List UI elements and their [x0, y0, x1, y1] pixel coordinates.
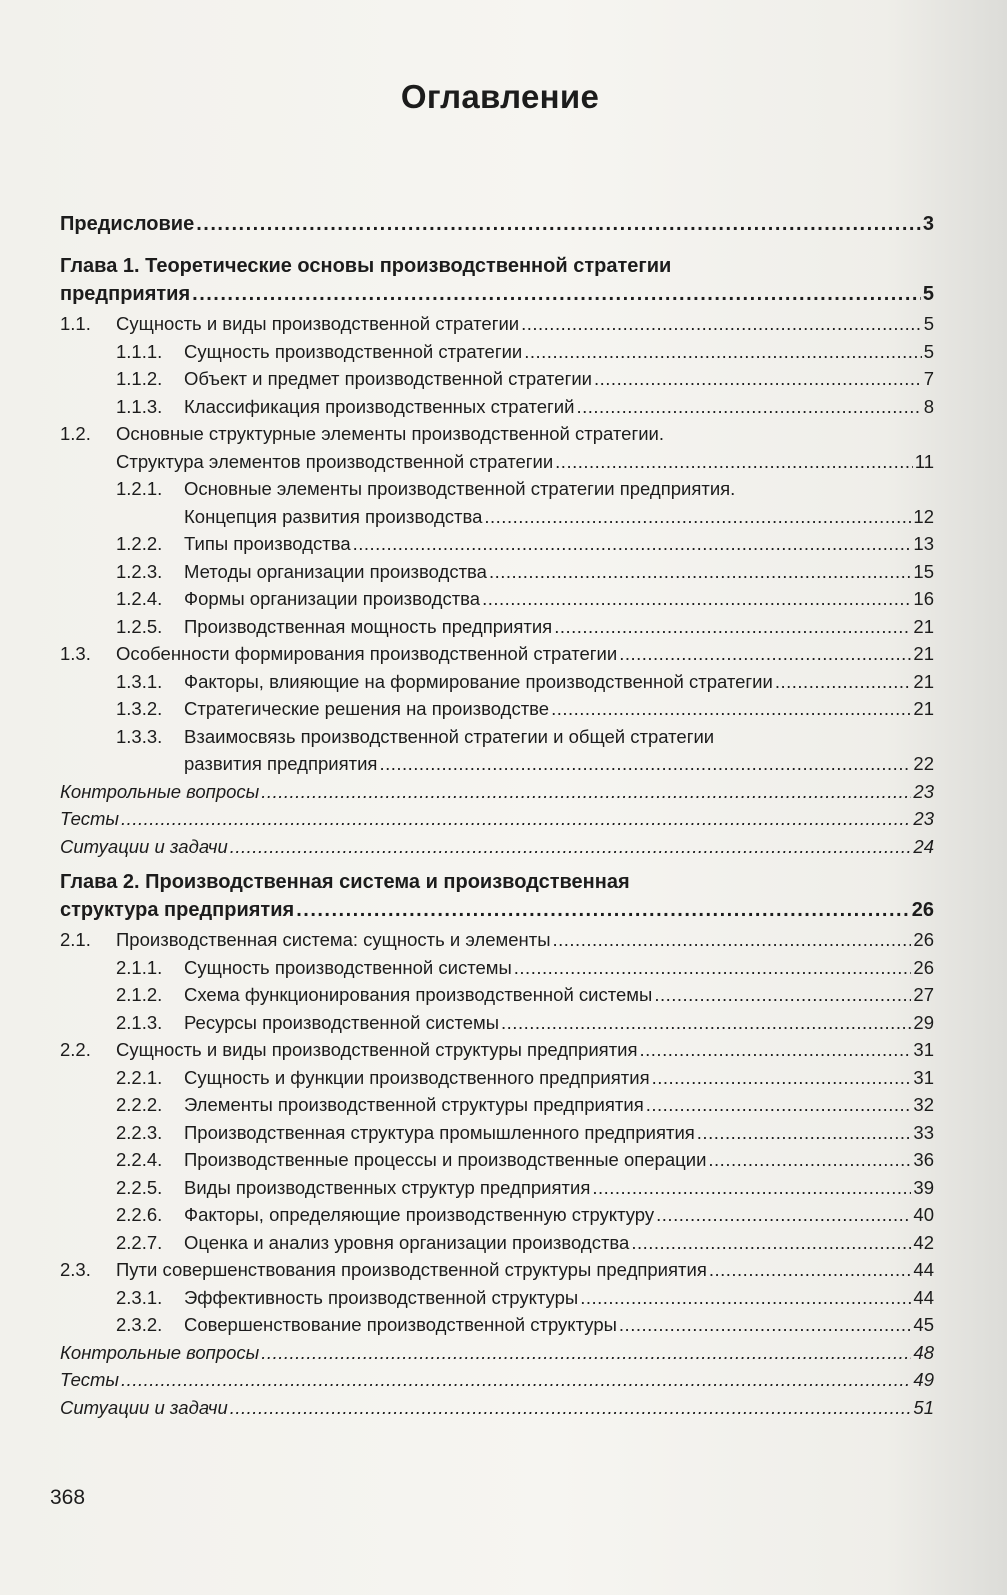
dot-leader: [554, 613, 911, 641]
toc-page-number: 39: [913, 1176, 934, 1198]
toc-extra: [60, 805, 934, 833]
toc-entry-title: Ситуации и задачи: [60, 1396, 228, 1418]
toc-entry-number: 1.3.1.: [116, 670, 163, 692]
toc-entry-title: структура предприятия: [60, 899, 295, 921]
dot-leader: [524, 338, 921, 366]
toc-entry-title: Сущность и виды производственной стратегии: [116, 313, 520, 334]
toc-entry-number: 1.2.3.: [116, 560, 163, 582]
toc-page-number: 21: [913, 643, 934, 664]
toc-entry-title: Тесты: [60, 808, 120, 829]
toc-page-number: 16: [913, 588, 934, 609]
dot-leader: [656, 1201, 911, 1229]
toc-subsection: [60, 1119, 934, 1147]
toc-entry-number: 2.1.1.: [116, 956, 163, 978]
toc-subsection: [60, 695, 934, 723]
toc-subsection: [60, 530, 934, 558]
toc-entry-number: 1.2.5.: [116, 615, 163, 637]
toc-entry-number: 1.1.: [60, 313, 91, 334]
toc-page-number: 21: [913, 698, 934, 719]
toc-page-number: 23: [913, 808, 934, 829]
toc-entry-title: Структура элементов производственной стратегии: [116, 450, 554, 472]
dot-leader: [230, 833, 912, 861]
toc-entry-title-line: Основные элементы производственной стратегии предприятия.: [184, 478, 736, 499]
toc-page-number: 42: [913, 1231, 934, 1253]
toc-entry-number: 2.2.5.: [116, 1176, 163, 1198]
toc-subsection: [60, 1146, 934, 1174]
toc-page-number: 23: [913, 780, 934, 802]
toc-entry-number: 2.2.2.: [116, 1094, 163, 1115]
toc-entry-title: Сущность и виды производственной структуры предприятия: [116, 1039, 638, 1060]
toc-subsection: [60, 365, 934, 393]
toc-entry-number: 1.3.3.: [116, 725, 163, 747]
dot-leader: [708, 1146, 911, 1174]
toc-entry-number: 2.1.: [60, 929, 91, 950]
dot-leader: [521, 310, 922, 338]
toc-entry-title: Производственные процессы и производственные операции: [184, 1149, 707, 1170]
toc-entry-number: 2.3.2.: [116, 1314, 163, 1335]
toc-subsection: [60, 954, 934, 982]
toc-subsection: [60, 1174, 934, 1202]
toc-entry-title: Сущность производственной стратегии: [184, 340, 523, 362]
toc-entry-title: Эффективность производственной структуры: [184, 1286, 579, 1308]
toc-entry-title: Объект и предмет производственной стратегии: [184, 368, 593, 389]
dot-leader: [619, 1311, 912, 1339]
dot-leader: [592, 1174, 911, 1202]
dot-leader: [353, 530, 912, 558]
toc-entry-title: Факторы, влияющие на формирование производственной стратегии: [184, 670, 773, 692]
dot-leader: [646, 1091, 912, 1119]
toc-entry-title: Формы организации производства: [184, 588, 481, 609]
toc-entry-title: Ресурсы производственной системы: [184, 1011, 500, 1033]
toc-entry-title-line: Взаимосвязь производственной стратегии и общей стратегии: [184, 725, 715, 747]
toc-subsection: [60, 613, 934, 641]
toc-page-number: 5: [922, 283, 934, 305]
toc-page-number: 29: [913, 1011, 934, 1033]
toc-page-number: 44: [913, 1286, 934, 1308]
toc-entry-number: 2.2.3.: [116, 1121, 163, 1143]
toc-entry-number: 1.2.: [60, 423, 91, 444]
toc-page-number: 11: [914, 450, 934, 472]
toc-entry-title: Пути совершенствования производственной структуры предприятия: [116, 1259, 707, 1280]
toc-entry-number: 2.2.4.: [116, 1149, 163, 1170]
toc-chapter: [60, 868, 934, 924]
dot-leader: [484, 503, 911, 531]
toc-entry-title: Тесты: [60, 1369, 120, 1390]
dot-leader: [379, 750, 911, 778]
toc-entry-title: Схема функционирования производственной системы: [184, 984, 653, 1005]
toc-page-number: 26: [913, 929, 934, 950]
toc-subsection: [60, 981, 934, 1009]
toc-entry-title-line: Основные структурные элементы производственной стратегии.: [116, 423, 665, 444]
toc-section: [60, 1036, 934, 1064]
toc-entry-title: Особенности формирования производственной стратегии: [116, 643, 618, 664]
dot-leader: [514, 954, 912, 982]
toc-entry-title: Концепция развития производства: [184, 505, 483, 527]
toc-page-number: 24: [913, 835, 934, 857]
toc-page-number: 49: [913, 1369, 934, 1390]
toc-extra: [60, 1394, 934, 1422]
toc-entry-number: 1.1.1.: [116, 340, 163, 362]
toc-entry-number: 2.2.7.: [116, 1231, 163, 1253]
toc-section: [60, 926, 934, 954]
toc-subsection: [60, 1009, 934, 1037]
dot-leader: [261, 1339, 911, 1367]
toc-entry-title: развития предприятия: [184, 753, 378, 774]
toc-page-number: 21: [913, 670, 934, 692]
dot-leader: [697, 1119, 912, 1147]
toc-subsection: [60, 1311, 934, 1339]
toc-subsection: [60, 393, 934, 421]
table-of-contents: [60, 210, 934, 1421]
toc-section: [60, 420, 934, 475]
toc-extra: [60, 833, 934, 861]
toc-page-number: 5: [923, 313, 934, 334]
toc-page-number: 33: [913, 1121, 934, 1143]
toc-page-number: 36: [913, 1149, 934, 1170]
dot-leader: [709, 1256, 912, 1284]
toc-section: [60, 310, 934, 338]
toc-extra: [60, 778, 934, 806]
toc-entry-title: Совершенствование производственной структуры: [184, 1314, 617, 1335]
toc-entry-title-line: Глава 1. Теоретические основы производственной стратегии: [60, 255, 672, 277]
toc-subsection: [60, 585, 934, 613]
toc-entry-title: Оценка и анализ уровня организации производства: [184, 1231, 630, 1253]
toc-entry-title: Типы производства: [184, 533, 351, 554]
dot-leader: [580, 1284, 911, 1312]
toc-extra: [60, 1366, 934, 1394]
toc-entry-title: предприятия: [60, 283, 191, 305]
toc-entry-title: Классификация производственных стратегий: [184, 395, 575, 417]
toc-subsection: [60, 558, 934, 586]
toc-subsection: [60, 1064, 934, 1092]
dot-leader: [121, 1366, 911, 1394]
toc-page-number: 13: [913, 533, 934, 554]
toc-entry-number: 1.2.4.: [116, 588, 163, 609]
toc-entry-number: 1.2.2.: [116, 533, 163, 554]
toc-page-number: 26: [911, 899, 934, 921]
dot-leader: [654, 981, 911, 1009]
toc-page-number: 32: [913, 1094, 934, 1115]
toc-entry-title: Предисловие: [60, 213, 195, 235]
toc-subsection: [60, 1201, 934, 1229]
toc-entry-title: Сущность производственной системы: [184, 956, 512, 978]
toc-entry-number: 2.3.1.: [116, 1286, 163, 1308]
toc-page-number: 3: [922, 213, 934, 235]
dot-leader: [576, 393, 921, 421]
dot-leader: [775, 668, 912, 696]
dot-leader: [196, 210, 921, 238]
toc-entry-number: 2.2.1.: [116, 1066, 163, 1088]
toc-page-number: 5: [923, 340, 934, 362]
toc-entry-number: 2.1.2.: [116, 984, 163, 1005]
toc-entry-title-line: Глава 2. Производственная система и производственная: [60, 871, 630, 893]
toc-page-number: 7: [923, 368, 934, 389]
toc-entry-title: Факторы, определяющие производственную структуру: [184, 1204, 655, 1225]
toc-entry-title: Производственная мощность предприятия: [184, 615, 553, 637]
toc-chapter: [60, 252, 934, 308]
toc-subsection: [60, 723, 934, 778]
page-title: Оглавление: [400, 78, 600, 115]
toc-entry-number: 1.1.2.: [116, 368, 163, 389]
toc-section: [60, 1256, 934, 1284]
toc-subsection: [60, 338, 934, 366]
toc-entry-number: 1.3.2.: [116, 698, 163, 719]
dot-leader: [230, 1394, 912, 1422]
toc-entry-title: Производственная структура промышленного предприятия: [184, 1121, 695, 1143]
page-number: 368: [50, 1486, 86, 1509]
toc-subsection: [60, 1229, 934, 1257]
toc-entry-number: 2.2.: [60, 1039, 91, 1060]
toc-subsection: [60, 1091, 934, 1119]
toc-subsection: [60, 668, 934, 696]
dot-leader: [261, 778, 911, 806]
toc-page-number: 26: [913, 956, 934, 978]
dot-leader: [551, 695, 911, 723]
dot-leader: [640, 1036, 912, 1064]
toc-page-number: 40: [913, 1204, 934, 1225]
toc-entry-title: Производственная система: сущность и элементы: [116, 929, 551, 950]
toc-subsection: [60, 1284, 934, 1312]
toc-subsection: [60, 475, 934, 530]
toc-page-number: 21: [913, 615, 934, 637]
dot-leader: [121, 805, 911, 833]
dot-leader: [555, 448, 913, 476]
toc-entry-number: 2.2.6.: [116, 1204, 163, 1225]
toc-page-number: 12: [913, 505, 934, 527]
dot-leader: [594, 365, 922, 393]
toc-page-number: 22: [913, 753, 934, 774]
dot-leader: [482, 585, 911, 613]
toc-entry-title: Виды производственных структур предприятия: [184, 1176, 591, 1198]
toc-page-number: 45: [913, 1314, 934, 1335]
toc-page-number: 44: [913, 1259, 934, 1280]
toc-entry-number: 1.2.1.: [116, 478, 163, 499]
toc-entry-title: Контрольные вопросы: [60, 780, 260, 802]
dot-leader: [631, 1229, 911, 1257]
toc-page-number: 31: [913, 1066, 934, 1088]
dot-leader: [296, 896, 910, 924]
dot-leader: [501, 1009, 911, 1037]
toc-entry-number: 1.1.3.: [116, 395, 163, 417]
toc-entry-number: 2.1.3.: [116, 1011, 163, 1033]
toc-section: [60, 640, 934, 668]
toc-page-number: 8: [923, 395, 934, 417]
toc-page-number: 51: [913, 1396, 934, 1418]
dot-leader: [652, 1064, 912, 1092]
toc-page-number: 48: [913, 1341, 934, 1363]
toc-entry-title: Ситуации и задачи: [60, 835, 228, 857]
toc-entry-title: Контрольные вопросы: [60, 1341, 260, 1363]
toc-page-number: 31: [913, 1039, 934, 1060]
toc-entry-title: Сущность и функции производственного предприятия: [184, 1066, 650, 1088]
toc-entry-number: 1.3.: [60, 643, 91, 664]
toc-page-number: 15: [913, 560, 934, 582]
toc-chapter: [60, 210, 934, 238]
dot-leader: [619, 640, 911, 668]
toc-entry-number: 2.3.: [60, 1259, 91, 1280]
dot-leader: [489, 558, 911, 586]
toc-entry-title: Методы организации производства: [184, 560, 487, 582]
dot-leader: [192, 280, 921, 308]
toc-extra: [60, 1339, 934, 1367]
toc-entry-title: Элементы производственной структуры предприятия: [184, 1094, 644, 1115]
toc-entry-title: Стратегические решения на производстве: [184, 698, 550, 719]
dot-leader: [553, 926, 912, 954]
toc-page-number: 27: [913, 984, 934, 1005]
